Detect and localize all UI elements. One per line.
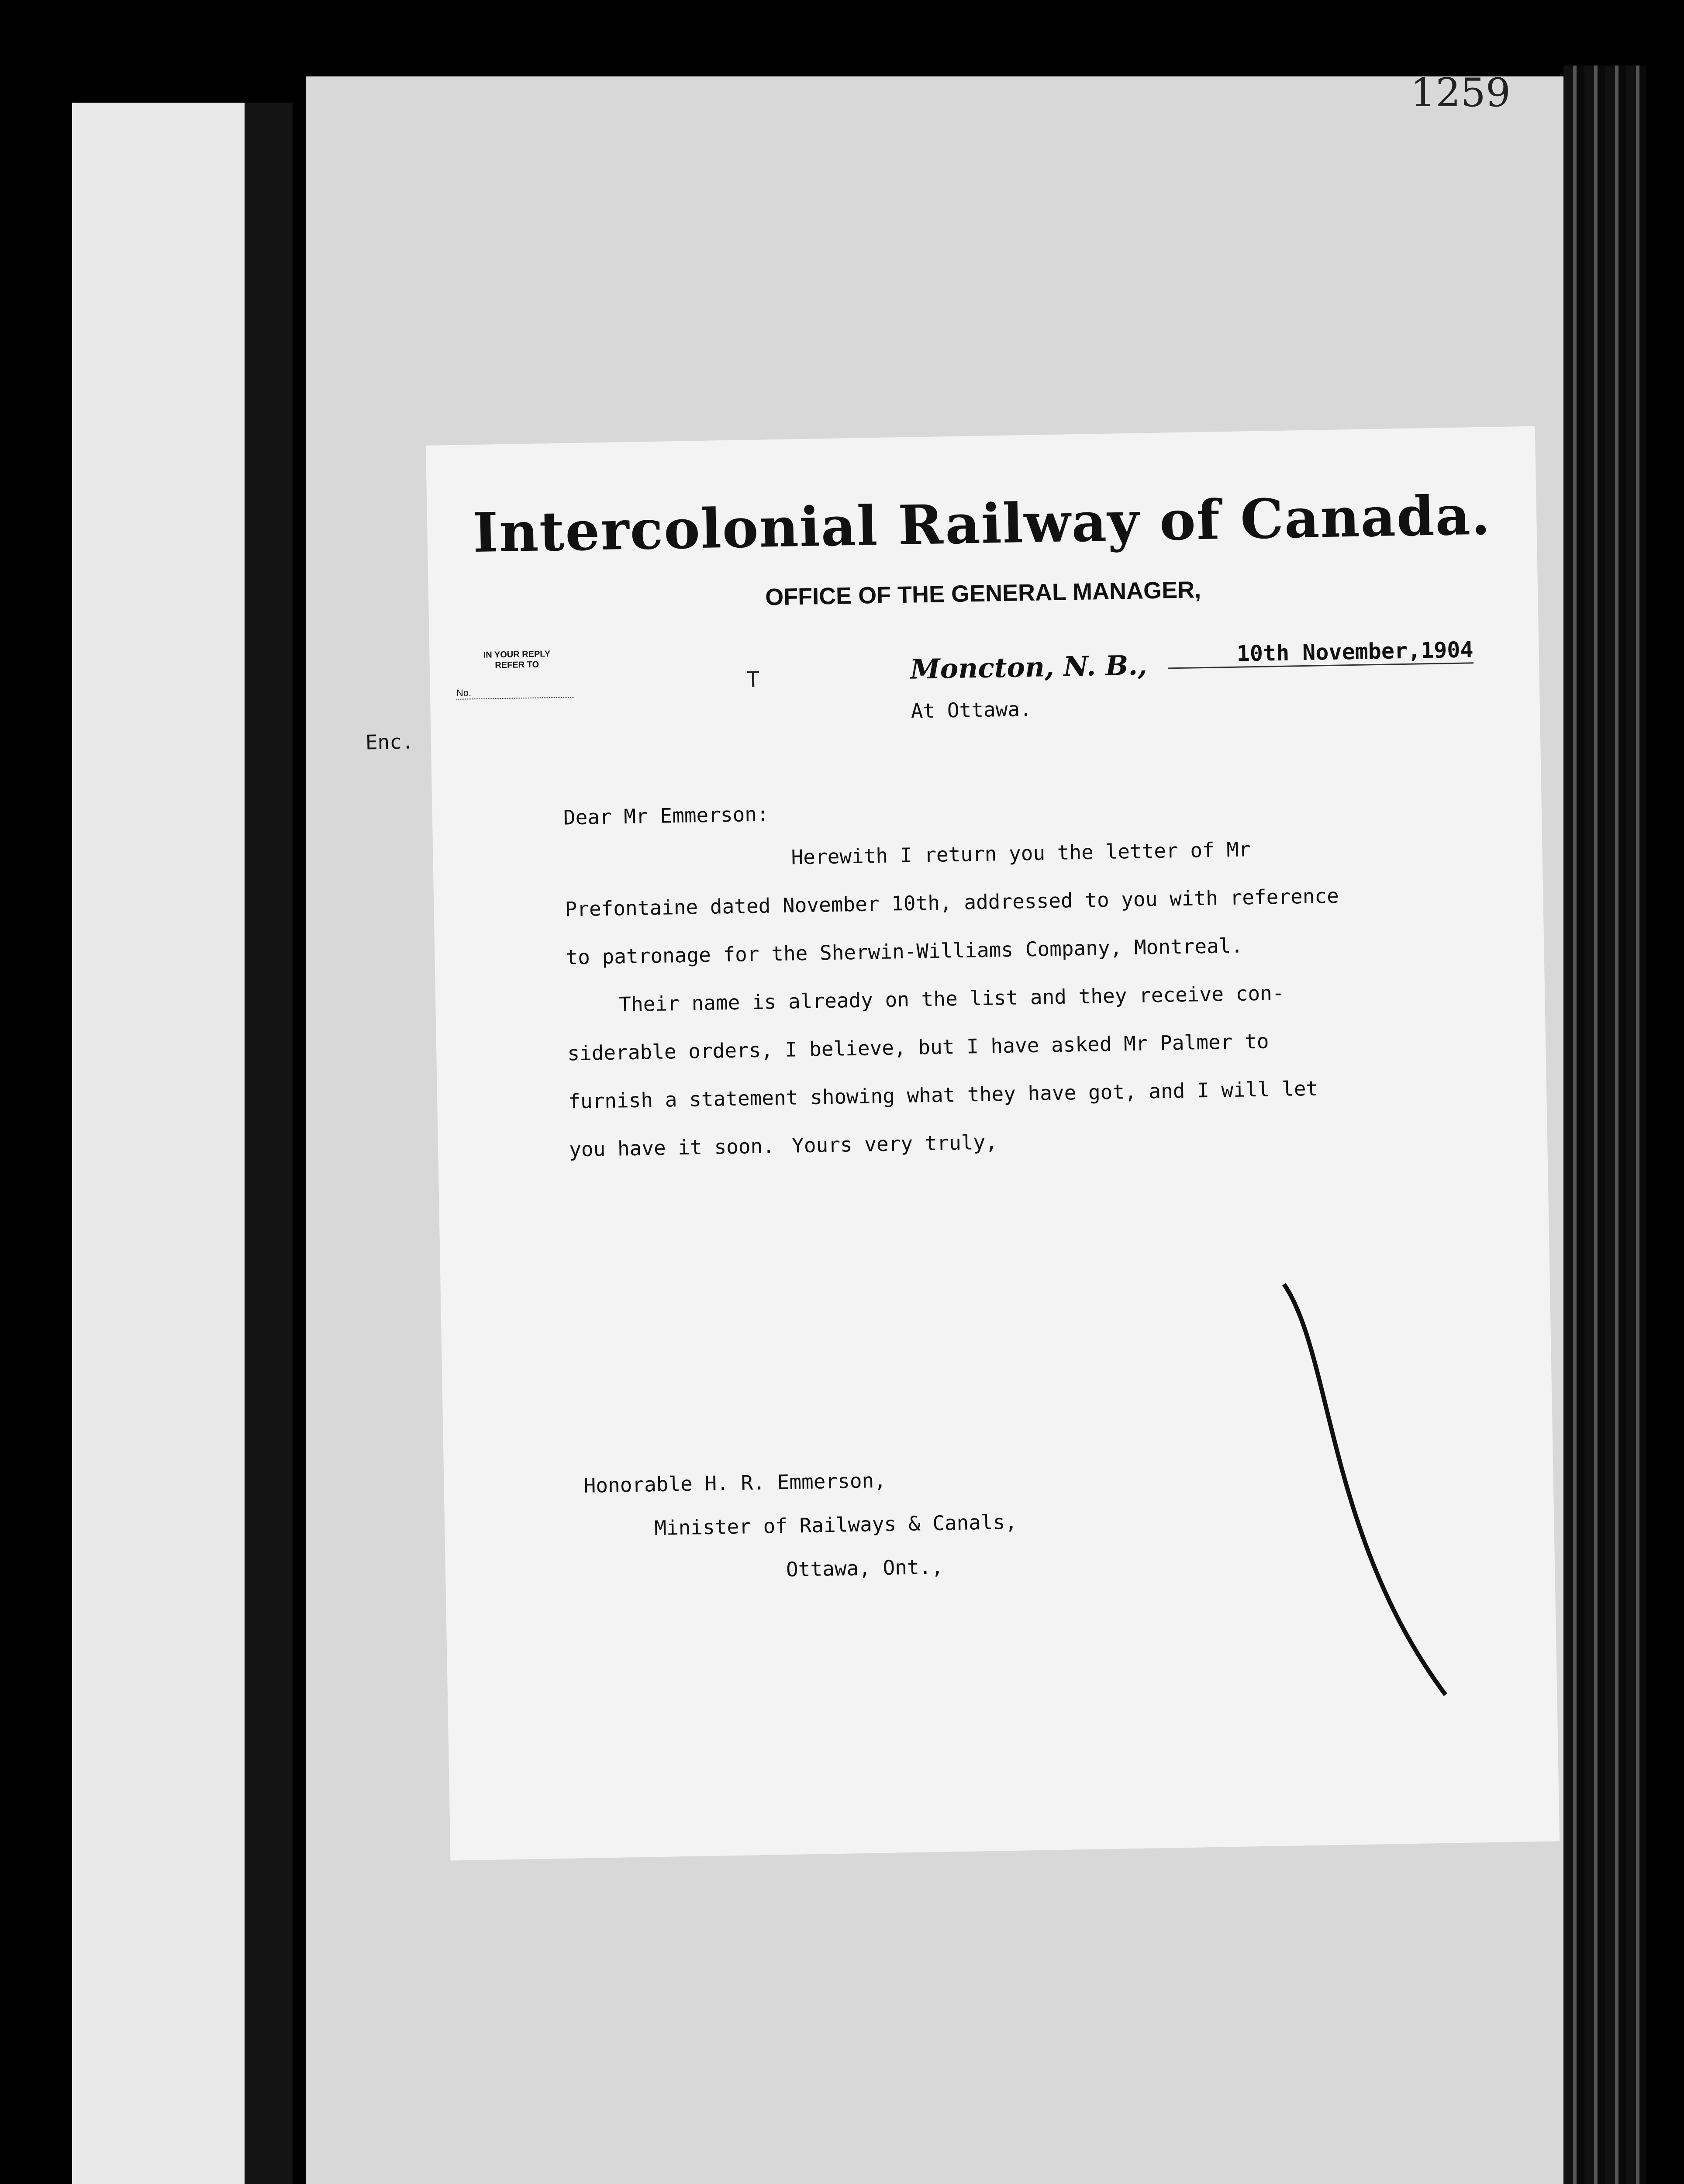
left-page [72,103,249,2184]
body-line: Herewith I return you the letter of Mr [791,837,1251,869]
salutation: Dear Mr Emmerson: [563,802,770,829]
body-line: to patronage for the Sherwin-Williams Company, Montreal. [566,933,1243,969]
reply-reference [460,648,574,671]
at-line: At Ottawa. [911,697,1032,723]
type-mark: T [746,667,760,693]
addressee-title: Minister of Railways & Canals, [654,1510,1018,1540]
letterhead-title: Intercolonial Railway of Canada. [472,484,1492,565]
place: Moncton, N. B., [910,649,1148,685]
addressee-name: Honorable H. R. Emmerson, [583,1468,887,1498]
body-line: Their name is already on the list and they receive con- [618,981,1284,1016]
binding-shadow [245,103,293,2184]
reply-line-1: IN YOUR REPLY [483,649,551,660]
body-line: you have it soon. [569,1134,775,1161]
letter-date: 10th November,1904 [1167,637,1474,669]
addressee-city: Ottawa, Ont., [786,1555,944,1581]
body-line: siderable orders, I believe, but I have asked Mr Palmer to [567,1029,1269,1065]
body-line: Prefontaine dated November 10th, addressed to you with reference [565,884,1339,921]
letterhead-subtitle: OFFICE OF THE GENERAL MANAGER, [765,577,1201,611]
closing: Yours very truly, [791,1130,998,1158]
page-number: 1259 [1411,70,1511,116]
signature-stroke [1280,1275,1467,1712]
reply-number-field: No. [456,685,574,700]
reply-line-2: REFER TO [495,660,539,670]
body-line: furnish a statement showing what they have got, and I will let [568,1076,1318,1113]
page-edges [1563,66,1646,2184]
enclosure-note: Enc. [365,729,414,754]
